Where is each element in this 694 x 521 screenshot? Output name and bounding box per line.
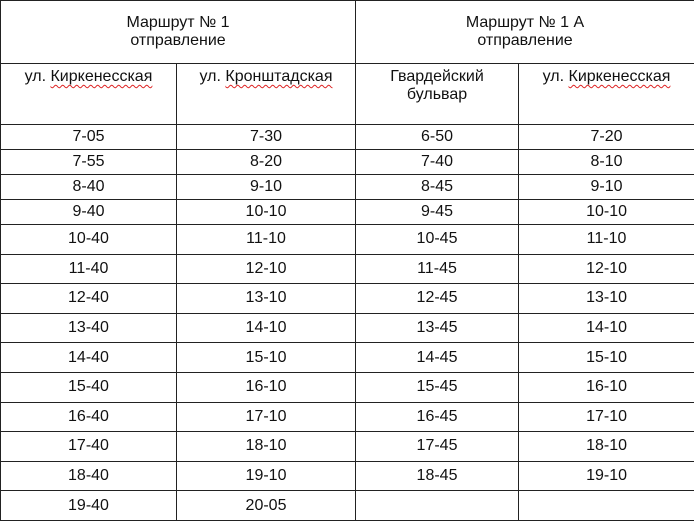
time-cell: 12-10 <box>519 254 694 284</box>
time-cell: 8-40 <box>1 175 177 200</box>
table-row <box>1 225 694 255</box>
time-cell: 18-10 <box>519 432 694 462</box>
time-cell: 7-05 <box>1 125 177 150</box>
time-cell: 14-45 <box>356 343 519 373</box>
table-row <box>1 150 694 175</box>
time-cell: 12-10 <box>177 254 356 284</box>
route-1-title: Маршрут № 1 <box>1 14 355 32</box>
table-row <box>1 313 694 343</box>
table-row <box>1 491 694 521</box>
time-cell: 8-20 <box>177 150 356 175</box>
time-cell: 8-10 <box>519 150 694 175</box>
time-cell: 9-40 <box>1 200 177 225</box>
table-row <box>1 343 694 373</box>
stop-prefix: ул. <box>200 68 226 85</box>
table-row <box>1 402 694 432</box>
departure-times <box>1 125 694 521</box>
time-cell: 10-45 <box>356 225 519 255</box>
time-cell: 14-40 <box>1 343 177 373</box>
table-row <box>1 461 694 491</box>
time-cell: 11-40 <box>1 254 177 284</box>
time-cell: 6-50 <box>356 125 519 150</box>
route-1a-title: Маршрут № 1 А <box>356 14 694 32</box>
route-1a-stop-b-header <box>519 64 694 125</box>
time-cell: 15-45 <box>356 372 519 402</box>
table-row <box>1 432 694 462</box>
route-1a-stop-a-header <box>356 64 519 125</box>
stop-name: Кронштадская <box>225 68 332 85</box>
route-1a-header <box>356 1 694 64</box>
route-1-stop-a-header <box>1 64 177 125</box>
stop-name: Киркенесская <box>569 68 671 85</box>
time-cell: 11-10 <box>177 225 356 255</box>
route-1-header <box>1 1 356 64</box>
time-cell: 15-10 <box>519 343 694 373</box>
time-cell: 20-05 <box>177 491 356 521</box>
time-cell: 7-40 <box>356 150 519 175</box>
time-cell: 15-40 <box>1 372 177 402</box>
table-row <box>1 200 694 225</box>
table-row <box>1 175 694 200</box>
time-cell: 12-45 <box>356 284 519 314</box>
stop-prefix: ул. <box>25 68 51 85</box>
route-1a-subtitle: отправление <box>356 32 694 50</box>
stop-name-line1: Гвардейский <box>356 68 518 86</box>
time-cell: 7-30 <box>177 125 356 150</box>
route-header-row <box>1 1 694 64</box>
time-cell: 17-45 <box>356 432 519 462</box>
time-cell: 14-10 <box>519 313 694 343</box>
time-cell: 16-10 <box>177 372 356 402</box>
time-cell: 16-45 <box>356 402 519 432</box>
time-cell: 11-45 <box>356 254 519 284</box>
time-cell: 14-10 <box>177 313 356 343</box>
time-cell: 17-40 <box>1 432 177 462</box>
table-row <box>1 372 694 402</box>
time-cell: 9-10 <box>519 175 694 200</box>
time-cell: 13-10 <box>177 284 356 314</box>
time-cell: 19-10 <box>177 461 356 491</box>
time-cell: 13-10 <box>519 284 694 314</box>
route-1-subtitle: отправление <box>1 32 355 50</box>
time-cell: 11-10 <box>519 225 694 255</box>
time-cell: 10-10 <box>177 200 356 225</box>
time-cell <box>519 491 694 521</box>
time-cell: 19-40 <box>1 491 177 521</box>
stop-name-line2: бульвар <box>356 86 518 104</box>
time-cell: 10-10 <box>519 200 694 225</box>
time-cell: 18-40 <box>1 461 177 491</box>
time-cell: 10-40 <box>1 225 177 255</box>
table-row <box>1 125 694 150</box>
time-cell: 16-40 <box>1 402 177 432</box>
time-cell: 13-40 <box>1 313 177 343</box>
time-cell <box>356 491 519 521</box>
time-cell: 16-10 <box>519 372 694 402</box>
time-cell: 7-20 <box>519 125 694 150</box>
time-cell: 17-10 <box>177 402 356 432</box>
time-cell: 19-10 <box>519 461 694 491</box>
time-cell: 9-45 <box>356 200 519 225</box>
time-cell: 8-45 <box>356 175 519 200</box>
time-cell: 15-10 <box>177 343 356 373</box>
time-cell: 17-10 <box>519 402 694 432</box>
table-row <box>1 284 694 314</box>
route-1-stop-b-header <box>177 64 356 125</box>
time-cell: 12-40 <box>1 284 177 314</box>
time-cell: 13-45 <box>356 313 519 343</box>
stop-name: Киркенесская <box>50 68 152 85</box>
stop-header-row <box>1 64 694 125</box>
time-cell: 7-55 <box>1 150 177 175</box>
time-cell: 9-10 <box>177 175 356 200</box>
time-cell: 18-10 <box>177 432 356 462</box>
stop-prefix: ул. <box>543 68 569 85</box>
time-cell: 18-45 <box>356 461 519 491</box>
table-row <box>1 254 694 284</box>
